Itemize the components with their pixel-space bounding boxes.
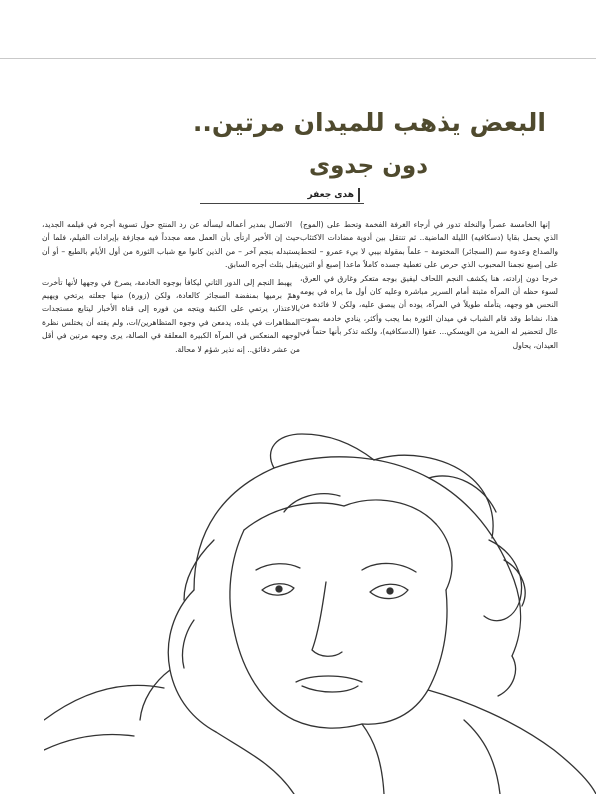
top-rule — [0, 58, 596, 59]
woman-portrait-line-drawing — [44, 420, 596, 794]
text-column-right — [300, 218, 558, 356]
article-subtitle: دون جدوى — [309, 153, 428, 179]
byline-rule — [200, 203, 364, 204]
text-column-left — [42, 218, 300, 360]
author-byline — [300, 186, 360, 203]
paragraph: إنها الخامسة عصراً والنخلة تدور في أرجاء الغرفة الفخمة وتحط على (الموج) الذي يحمل بقايا (دسكافيه) الليلة الماضية.. ثم تنتقل بين أدوية مضادات الاكتئاب والصداع وعدوة سم (السجائر) المختومة – علماً بمقولة بيبي لا بيء عمرو – لتحط على إصبع نجمنا المحبوب الذي حرص على تغطية جسده كاملاً ماعدا إصبع أو اثنين خرجا دون إرادته، هنا يكشف النجم اللحاف ليفيق بوجه متعكر وغارق في العرق، لسوء حظه أن المرآة مثبتة أمام السرير مباشرة وعليه كان أول ما يراه في يومه النحس هو وجهه، يتأمله طويلاً في المرآة، يوده أن يبصق عليه، ولكن لا فائدة من هذا، نشاط وقد قام الشباب في ميدان الثورة بما يجب وأكثر، ينادي خادمه بصوت عال لتحضير له المزيد من الويسكي... عفوا (الدسكافيه)، ولكنه تذكر بأنها حتماً في العيدان، يحاول — [300, 220, 558, 350]
article-title: البعض يذهب للميدان مرتين.. — [192, 108, 546, 137]
paragraph: يهبط النجم إلى الدور الثاني ليكافأ بوجوه الخادمة، يصرخ في وجهها لأنها تأخرت وهمّ برميها بمنفضة السجائر كالعادة، ولكن (زورة) منها جعلته يرتخي ويهيم بالاعتذار، يرتمي على الكنبة ويتجه من فوره إلى قناة الأخبار ليتابع مستجدات المظاهرات في بلده، يدمعن في وجوه المتظاهرين/ات، ولم يفته أن يختلس نظرة لوجهه المنعكس في المرآة الكبيرة المعلقة في الصالة، يرى وجهه مرتين في أقل من عشر دقائق.. إنه نذير شؤم لا محالة. — [42, 277, 300, 354]
author-name: هدى جعفر — [307, 189, 354, 200]
paragraph: الاتصال بمدير أعماله ليسأله عن رد المنتج حول تسوية أجره في فيلمه الجديد، حيث إن الأخير ارتأى بأن العمل معه مجدداً فيه مجازفة بإيرادات الفيلم، فلما أن يستبدله بنجم آخر – من الذين كانوا مع شباب الثورة من أول الأيام بالطبع – أو أن يقبل بثلث أجره السابق. — [42, 220, 300, 270]
byline-bar — [358, 188, 360, 202]
